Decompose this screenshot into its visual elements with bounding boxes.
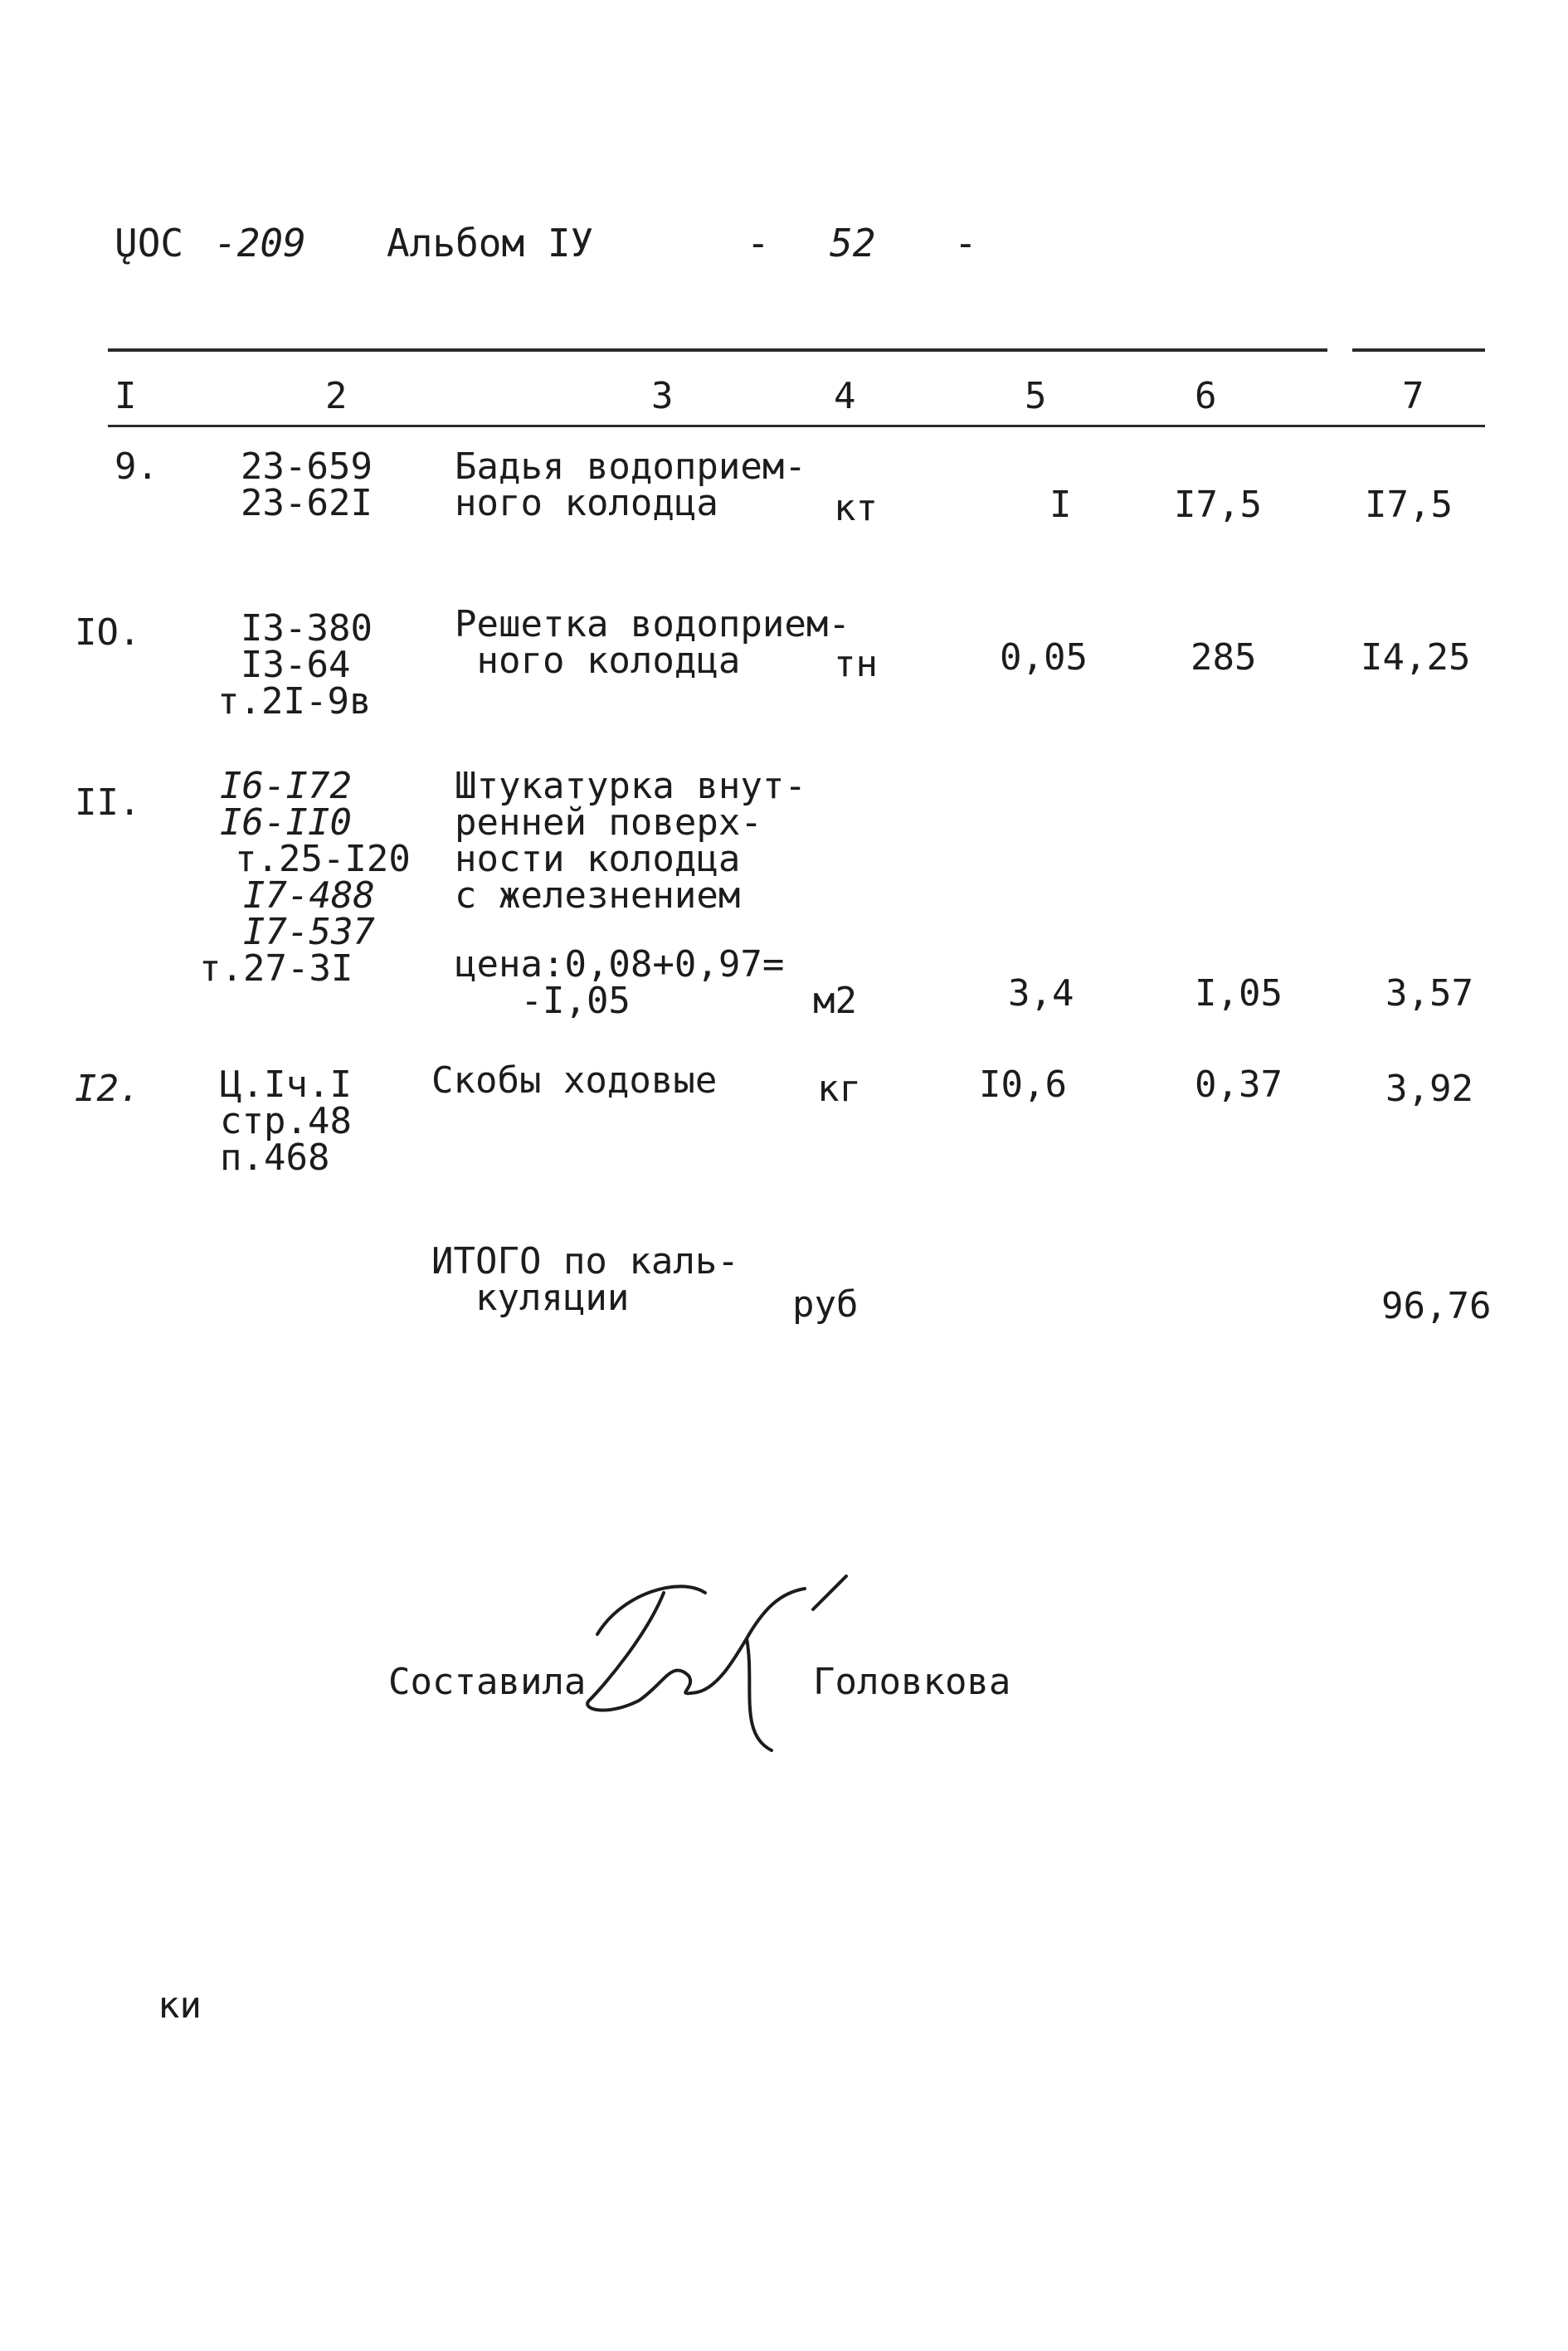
column-header-3: 3 <box>651 375 674 417</box>
row-9-number: 9. <box>114 445 158 488</box>
row-9-name-1: Бадья водоприем- <box>455 445 806 488</box>
row-11-total: 3,57 <box>1385 972 1473 1015</box>
row-11-code-1: I6-I72 <box>220 765 352 807</box>
page-dash-right: - <box>954 221 977 265</box>
total-unit: руб <box>792 1283 859 1326</box>
page-number: 52 <box>830 221 876 265</box>
row-9-quantity: I <box>1049 484 1072 526</box>
row-12-code-3: п.468 <box>220 1137 330 1179</box>
row-11-unit: м2 <box>813 980 857 1022</box>
row-10-price: 285 <box>1191 636 1257 679</box>
column-header-5: 5 <box>1025 375 1047 417</box>
row-12-quantity: I0,6 <box>979 1064 1067 1106</box>
row-11-quantity: 3,4 <box>1008 972 1074 1015</box>
row-9-price: I7,5 <box>1174 484 1262 526</box>
typist-initials: ки <box>158 1984 202 2027</box>
column-header-1: I <box>114 375 137 417</box>
row-12-code-2: стр.48 <box>220 1100 352 1142</box>
album-label: Альбом IУ <box>387 221 594 265</box>
row-9-total: I7,5 <box>1365 484 1453 526</box>
total-label-2: куляции <box>431 1277 630 1319</box>
row-11-code-2: I6-II0 <box>220 801 352 844</box>
total-label-1: ИТОГО по каль- <box>431 1240 739 1283</box>
column-header-6: 6 <box>1195 375 1217 417</box>
row-11-number: II. <box>75 781 141 824</box>
row-11-code-6: т.27-3I <box>199 947 353 990</box>
row-10-unit: тн <box>834 643 878 685</box>
row-11-name-2: ренней поверх- <box>455 801 762 844</box>
row-9-code-2: 23-62I <box>241 482 373 524</box>
row-12-code-1: Ц.Iч.I <box>220 1064 352 1106</box>
row-10-total: I4,25 <box>1361 636 1471 679</box>
row-10-number: IO. <box>75 611 141 654</box>
row-11-code-3: т.25-I20 <box>191 838 411 880</box>
column-header-4: 4 <box>834 375 856 417</box>
row-11-code-4: I7-488 <box>199 874 375 917</box>
row-10-name-1: Решетка водоприем- <box>455 603 850 645</box>
doc-code: ŲOC <box>114 221 184 265</box>
row-10-quantity: 0,05 <box>1000 636 1088 679</box>
row-12-price: 0,37 <box>1195 1064 1283 1106</box>
page-dash-left: - <box>747 221 770 265</box>
row-10-code-1: I3-380 <box>241 607 373 650</box>
table-top-rule <box>108 348 1327 352</box>
row-11-name-4: с железнением <box>455 874 741 917</box>
total-value: 96,76 <box>1381 1285 1492 1327</box>
column-header-2: 2 <box>325 375 348 417</box>
row-11-name-1: Штукатурка внут- <box>455 765 806 807</box>
row-11-price-formula-1: цена:0,08+0,97= <box>455 943 785 986</box>
row-12-number: I2. <box>75 1068 141 1110</box>
table-top-rule-right <box>1352 348 1485 352</box>
doc-number: -209 <box>214 221 306 265</box>
compiler-name: Головкова <box>813 1661 1011 1703</box>
row-12-name: Скобы ходовые <box>431 1059 718 1102</box>
row-12-total: 3,92 <box>1385 1068 1473 1110</box>
row-10-code-2: I3-64 <box>241 644 351 686</box>
row-9-code-1: 23-659 <box>241 445 373 488</box>
row-10-code-3: т.2I-9в <box>217 680 372 723</box>
compiled-by-label: Составила <box>388 1661 587 1703</box>
row-9-unit: кт <box>834 487 878 529</box>
row-11-name-3: ности колодца <box>455 838 741 880</box>
row-11-price: I,05 <box>1195 972 1283 1015</box>
row-10-name-2: ного колодца <box>455 640 741 682</box>
row-11-price-formula-2: -I,05 <box>455 980 631 1022</box>
row-11-code-5: I7-537 <box>199 911 375 953</box>
column-header-rule <box>108 425 1485 427</box>
row-12-unit: кг <box>817 1068 861 1110</box>
row-9-name-2: ного колодца <box>455 482 718 524</box>
column-header-7: 7 <box>1402 375 1424 417</box>
